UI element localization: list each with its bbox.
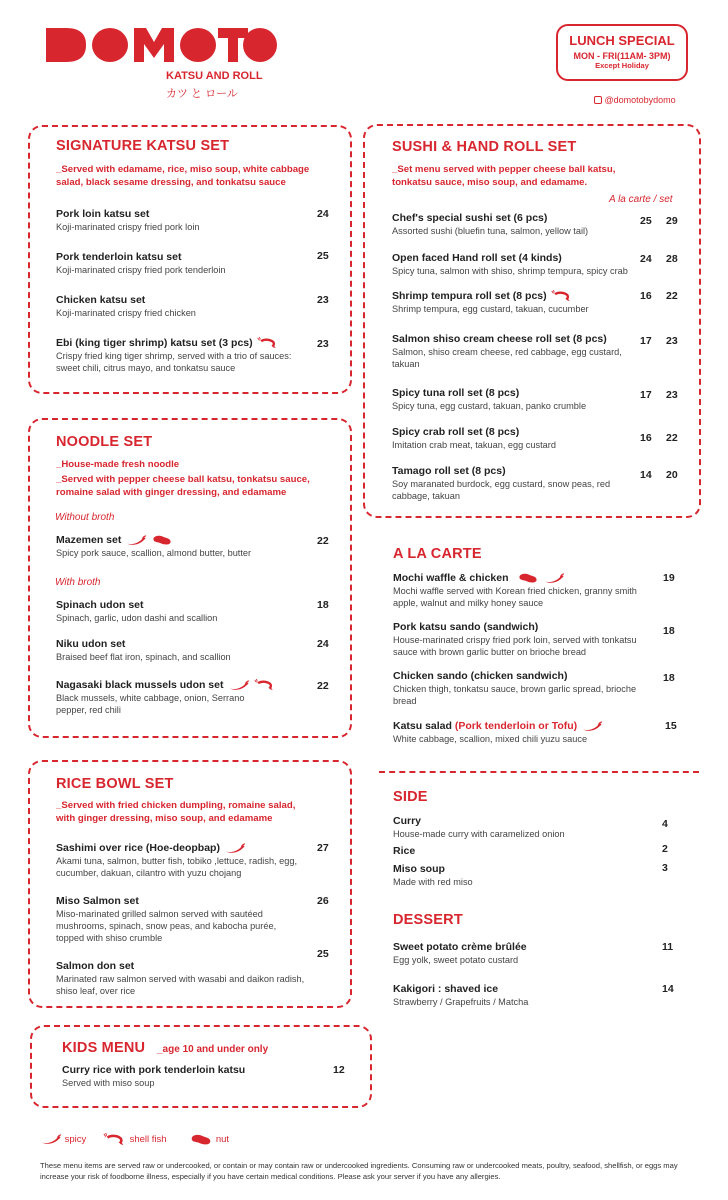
item-price-set: 20	[666, 469, 678, 481]
item-desc: Soy maranated burdock, egg custard, snow peas, red cabbage, takuan	[392, 479, 611, 501]
item-price: 23	[317, 338, 329, 350]
menu-item	[56, 534, 306, 559]
menu-item	[392, 212, 662, 237]
nut-icon	[151, 534, 173, 546]
kids-menu-note: _age 10 and under only	[157, 1044, 269, 1055]
menu-item	[392, 465, 622, 502]
item-price: 24	[317, 638, 329, 650]
item-name: Rice	[393, 845, 416, 857]
side-title: SIDE	[393, 789, 428, 805]
shrimp-icon	[103, 1133, 127, 1146]
brand-tagline: KATSU AND ROLL	[166, 70, 263, 82]
item-price: 14	[662, 983, 674, 995]
item-price-a-la-carte: 24	[640, 253, 652, 265]
lunch-special-title: LUNCH SPECIAL	[569, 33, 675, 48]
item-desc: Served with miso soup	[62, 1078, 155, 1088]
item-name: Pork tenderloin katsu set	[56, 251, 182, 263]
item-name: Sashimi over rice (Hoe-deopbap)	[56, 842, 220, 854]
sushi-title: SUSHI & HAND ROLL SET	[392, 139, 577, 155]
item-price-a-la-carte: 17	[640, 335, 652, 347]
item-name: Chicken sando (chicken sandwich)	[393, 670, 568, 682]
item-price-a-la-carte: 25	[640, 215, 652, 227]
menu-item	[393, 572, 663, 609]
item-name: Miso soup	[393, 863, 445, 875]
menu-item	[393, 845, 643, 858]
menu-item	[56, 337, 306, 374]
menu-item	[393, 815, 643, 840]
item-desc: Spicy pork sauce, scallion, almond butter, butter	[56, 548, 252, 558]
item-price: 3	[662, 862, 668, 874]
brand-tagline-jp: カツ と ロール	[166, 88, 238, 100]
rice-bowl-title: RICE BOWL SET	[56, 776, 174, 792]
noodle-subtitle-2: _Served with pepper cheese ball katsu, tonkatsu sauce, romaine salad with ginger dressing, and edamame	[56, 474, 310, 498]
noodle-title: NOODLE SET	[56, 434, 153, 450]
menu-item	[56, 294, 306, 319]
item-price: 25	[317, 250, 329, 262]
item-price-a-la-carte: 16	[640, 290, 652, 302]
rice-bowl-subtitle: _Served with fried chicken dumpling, romaine salad, with ginger dressing, miso soup, and edamame	[56, 800, 296, 824]
legend-nut: nut	[215, 1134, 230, 1146]
item-price: 18	[663, 672, 675, 684]
instagram-text: @domotobydomo	[604, 95, 676, 105]
item-name: Nagasaki black mussels udon set	[56, 679, 224, 691]
item-price-a-la-carte: 16	[640, 432, 652, 444]
item-price: 22	[317, 680, 329, 692]
menu-item	[56, 208, 306, 233]
item-desc: Spicy tuna, egg custard, takuan, panko crumble	[392, 401, 587, 411]
chili-icon	[40, 1134, 62, 1145]
item-price-set: 23	[666, 335, 678, 347]
item-desc: Assorted sushi (bluefin tuna, salmon, yellow tail)	[392, 226, 589, 236]
item-desc: Crispy fried king tiger shrimp, served with a trio of sauces: sweet chili, citrus mayo, and tonkatsu sauce	[56, 351, 292, 373]
item-desc: Koji-marinated crispy fried chicken	[56, 308, 196, 318]
legend-spicy: spicy	[64, 1134, 87, 1146]
menu-item	[56, 599, 306, 624]
menu-item	[56, 638, 306, 663]
lunch-special-hours: MON - FRI(11AM- 3PM)	[573, 51, 671, 61]
item-desc: Marinated raw salmon served with wasabi and daikon radish, shiso leaf, over rice	[56, 974, 305, 996]
item-desc: Egg yolk, sweet potato custard	[393, 955, 519, 965]
item-desc: Braised beef flat iron, spinach, and scallion	[56, 652, 231, 662]
lunch-special-badge	[556, 24, 688, 81]
item-name: Salmon don set	[56, 960, 135, 972]
item-name: Mazemen set	[56, 534, 122, 546]
dessert-title: DESSERT	[393, 912, 463, 928]
item-desc: Imitation crab meat, takuan, egg custard	[392, 440, 556, 450]
item-desc: Made with red miso	[393, 877, 473, 887]
menu-item	[392, 290, 662, 315]
menu-item	[56, 679, 306, 716]
item-name: Katsu salad	[393, 720, 452, 732]
legend-shellfish: shell fish	[129, 1134, 167, 1146]
with-broth-label: With broth	[55, 577, 101, 588]
item-desc: Black mussels, white cabbage, onion, Serrano pepper, red chili	[56, 693, 245, 715]
menu-item	[393, 720, 663, 745]
item-name: Spicy crab roll set (8 pcs)	[392, 426, 520, 438]
chili-icon	[125, 535, 147, 546]
menu-item	[56, 960, 306, 997]
item-price: 11	[662, 941, 674, 953]
item-name: Miso Salmon set	[56, 895, 139, 907]
item-name: Chef's special sushi set (6 pcs)	[392, 212, 548, 224]
item-name: Curry rice with pork tenderloin katsu	[62, 1064, 246, 1076]
menu-item	[62, 1064, 322, 1089]
menu-item	[393, 621, 659, 658]
chili-icon	[228, 680, 250, 691]
item-price: 2	[662, 843, 668, 855]
item-price: 24	[317, 208, 329, 220]
item-name: Spinach udon set	[56, 599, 144, 611]
item-price: 18	[317, 599, 329, 611]
lunch-special-note: Except Holiday	[595, 61, 649, 70]
chili-icon	[581, 721, 603, 732]
menu-item	[392, 387, 662, 412]
divider	[379, 771, 699, 773]
nut-icon	[189, 1133, 213, 1146]
menu-item	[392, 252, 662, 277]
item-desc: Chicken thigh, tonkatsu sauce, brown garlic spread, brioche bread	[393, 684, 637, 706]
item-desc: Koji-marinated crispy fried pork tenderloin	[56, 265, 226, 275]
item-price-set: 28	[666, 253, 678, 265]
item-desc: Shrimp tempura, egg custard, takuan, cucumber	[392, 304, 589, 314]
item-price: 25	[317, 948, 329, 960]
shrimp-icon	[254, 679, 276, 691]
kids-menu-title: KIDS MENU	[62, 1040, 146, 1056]
menu-item	[56, 842, 306, 879]
item-name: Chicken katsu set	[56, 294, 146, 306]
item-desc: Spinach, garlic, udon dashi and scallion	[56, 613, 218, 623]
item-price-set: 22	[666, 290, 678, 302]
item-name: Spicy tuna roll set (8 pcs)	[392, 387, 520, 399]
menu-item	[392, 333, 622, 370]
nut-icon	[517, 572, 539, 584]
item-name: Pork katsu sando (sandwich)	[393, 621, 539, 633]
item-name: Salmon shiso cream cheese roll set (8 pcs)	[392, 333, 607, 345]
item-price: 19	[663, 572, 675, 584]
item-name: Tamago roll set (8 pcs)	[392, 465, 506, 477]
item-desc: House-marinated crispy fried pork loin, served with tonkatsu sauce with brown garlic butter on brioche bread	[393, 635, 637, 657]
item-price-set: 23	[666, 389, 678, 401]
item-desc: Salmon, shiso cream cheese, red cabbage, egg custard, takuan	[392, 347, 622, 369]
menu-item	[56, 251, 306, 276]
item-name: Niku udon set	[56, 638, 126, 650]
brand-logo	[42, 24, 282, 66]
item-price: 15	[665, 720, 677, 732]
item-price: 23	[317, 294, 329, 306]
item-desc: Akami tuna, salmon, butter fish, tobiko ,lettuce, radish, egg, cucumber, dakuan, cilantro with yuzu chojang	[56, 856, 298, 878]
menu-item	[393, 983, 643, 1008]
item-desc: Spicy tuna, salmon with shiso, shrimp tempura, spicy crab	[392, 266, 628, 276]
menu-item	[56, 895, 306, 944]
shrimp-icon	[551, 290, 573, 302]
noodle-subtitle-1: _House-made fresh noodle	[56, 459, 180, 470]
item-desc: Mochi waffle served with Korean fried chicken, granny smith apple, walnut and milky honey sauce	[393, 586, 637, 608]
signature-katsu-title: SIGNATURE KATSU SET	[56, 138, 230, 154]
legend	[40, 1133, 229, 1146]
shrimp-icon	[257, 337, 279, 349]
instagram-handle[interactable]	[594, 95, 676, 105]
chili-icon	[543, 573, 565, 584]
item-desc: Miso-marinated grilled salmon served with sautéed mushrooms, spinach, snow peas, and kabocha purée, topped with shiso crumble	[56, 909, 277, 943]
item-price: 27	[317, 842, 329, 854]
chili-icon	[224, 843, 246, 854]
a-la-carte-title: A LA CARTE	[393, 546, 482, 562]
instagram-icon	[594, 96, 602, 104]
item-name: Curry	[393, 815, 422, 827]
menu-item	[393, 670, 643, 707]
item-price: 26	[317, 895, 329, 907]
menu-item	[393, 941, 643, 966]
menu-item	[393, 863, 643, 888]
sushi-price-header: A la carte / set	[609, 194, 673, 205]
item-price-set: 22	[666, 432, 678, 444]
item-name: Shrimp tempura roll set (8 pcs)	[392, 290, 547, 302]
item-price-a-la-carte: 17	[640, 389, 652, 401]
item-name: Ebi (king tiger shrimp) katsu set (3 pcs)	[56, 337, 253, 349]
item-name: Sweet potato crème brûlée	[393, 941, 527, 953]
item-desc: Koji-marinated crispy fried pork loin	[56, 222, 200, 232]
item-name-extra: (Pork tenderloin or Tofu)	[454, 720, 578, 732]
without-broth-label: Without broth	[55, 512, 115, 523]
item-price-set: 29	[666, 215, 678, 227]
sushi-subtitle: _Set menu served with pepper cheese ball katsu, tonkatsu sauce, miso soup, and edamame.	[392, 164, 616, 188]
item-name: Pork loin katsu set	[56, 208, 150, 220]
signature-katsu-subtitle: _Served with edamame, rice, miso soup, white cabbage salad, black sesame dressing, and tonkatsu sauce	[56, 164, 310, 188]
item-name: Open faced Hand roll set (4 kinds)	[392, 252, 562, 264]
item-price: 18	[663, 625, 675, 637]
menu-item	[392, 426, 662, 451]
item-price: 12	[333, 1064, 345, 1076]
item-price: 4	[662, 818, 668, 830]
item-name: Kakigori : shaved ice	[393, 983, 499, 995]
item-price: 22	[317, 535, 329, 547]
item-name: Mochi waffle & chicken	[393, 572, 509, 584]
item-desc: Strawberry / Grapefruits / Matcha	[393, 997, 529, 1007]
item-desc: House-made curry with caramelized onion	[393, 829, 565, 839]
domoto-logo-icon	[42, 24, 282, 66]
item-desc: White cabbage, scallion, mixed chili yuzu sauce	[393, 734, 588, 744]
item-price-a-la-carte: 14	[640, 469, 652, 481]
disclaimer: These menu items are served raw or undercooked, or contain or may contain raw or undercooked ingredients. Consuming raw or undercooked meats, poultry, seafood, shellfish, or eggs may increase your risk of foodborne illness, especially if you have certain medical conditions. Please ask your server if you have any allergies.	[40, 1161, 678, 1181]
